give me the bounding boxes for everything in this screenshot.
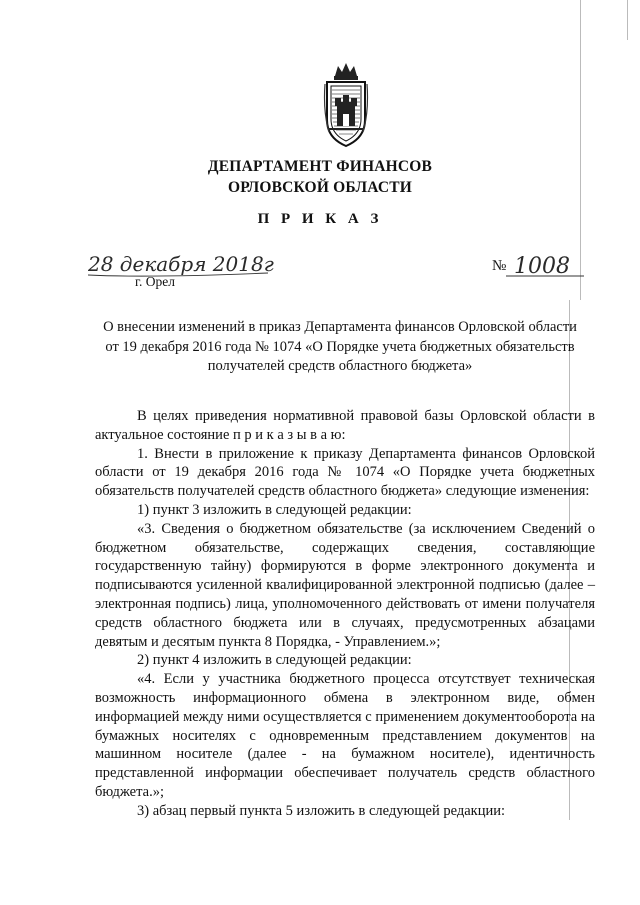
handwritten-number — [506, 251, 586, 279]
subject-line: получателей средств областного бюджета» — [207, 358, 473, 374]
paragraph-6: 3) абзац первый пункта 5 изложить в следующей редакции: — [137, 802, 506, 819]
paragraph-5: «4. Если у участника бюджетного процесса отсутствует техническая возможность информационного обмена в электронном виде, обмен информацией между ними осуществляется с применением документооборота на бумажных носителях с одновременным представлением документов на машинном носителе (далее - на бумажном носителе), идентичность представленной информации обеспечивает получатель средств областного бюджета.»; — [95, 671, 595, 800]
intro-text: В целях приведения нормативной правовой базы Орловской области в актуальное состояние — [95, 408, 595, 443]
handwritten-number-text: 1008 — [514, 254, 570, 279]
coat-of-arms-emblem — [323, 62, 369, 150]
order-title: П Р И К А З — [257, 211, 383, 227]
department-name-line2: ОРЛОВСКОЙ ОБЛАСТИ — [227, 179, 413, 196]
paragraph-1: 1. Внести в приложение к приказу Департамента финансов Орловской области от 19 декабря 2016 года № 1074 «О Порядке учета бюджетных обязательств получателей средств областного бюджета» следующие изменения: — [95, 445, 595, 500]
city-label: г. Орел — [135, 274, 175, 289]
order-body — [95, 407, 595, 821]
scan-artifact-line — [627, 0, 628, 40]
department-name-line1: ДЕПАРТАМЕНТ ФИНАНСОВ — [207, 158, 433, 175]
paragraph-4: 2) пункт 4 изложить в следующей редакции: — [137, 652, 412, 669]
paragraph-2: 1) пункт 3 изложить в следующей редакции: — [137, 501, 412, 518]
number-label: № — [492, 258, 507, 274]
order-verb: п р и к а з ы в а ю: — [233, 426, 346, 443]
handwritten-date — [88, 251, 288, 279]
handwritten-date-text: 28 декабря 2018г — [88, 252, 274, 276]
subject-line: от 19 декабря 2016 года № 1074 «О Порядке учета бюджетных обязательств — [105, 338, 575, 355]
intro-paragraph — [95, 407, 595, 445]
order-subject — [90, 318, 590, 377]
subject-line: О внесении изменений в приказ Департамента финансов Орловской области — [103, 319, 577, 335]
paragraph-3: «3. Сведения о бюджетном обязательстве (за исключением Сведений о бюджетном обязательстве, содержащих сведения, составляющие государственную тайну) формируются в форме электронного документа и подписываются усиленной квалифицированной электронной подписью (далее – электронная подпись) лица, уполномоченного действовать от имени получателя средств областного бюджета или в случаях, предусмотренных абзацами девятым и десятым пункта 8 Порядка, - Управлением.»; — [95, 520, 595, 650]
